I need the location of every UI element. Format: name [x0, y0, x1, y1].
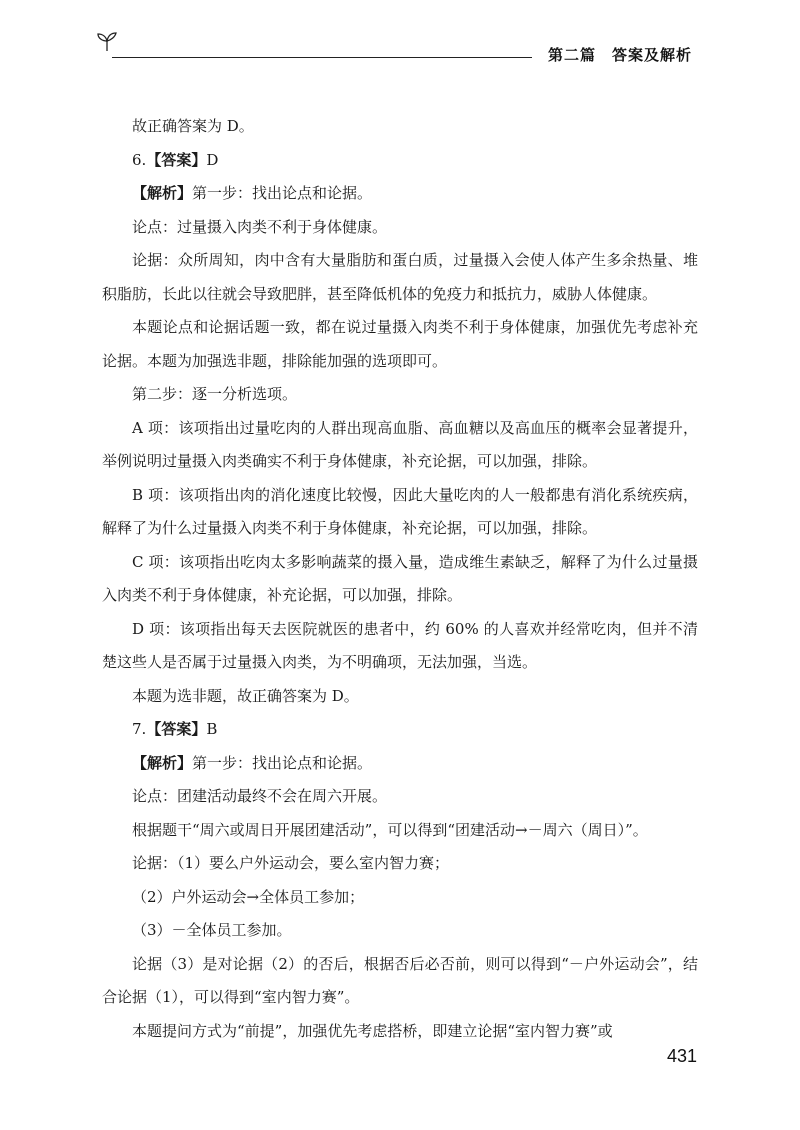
paragraph: 本题为选非题，故正确答案为 D。 [132, 686, 359, 705]
paragraph: 本题论点和论据话题一致，都在说过量摄入肉类不利于身体健康，加强优先考虑补充论据。本题为加强选非题，排除能加强的选项即可。 [102, 318, 698, 370]
q7-answer-line [102, 713, 698, 747]
question-number: 6. [132, 150, 147, 169]
header-rule [112, 57, 532, 58]
option-d-analysis: D 项：该项指出每天去医院就医的患者中，约 60% 的人喜欢并经常吃肉，但并不清楚这些人是否属于过量摄入肉类，为不明确项，无法加强，当选。 [102, 619, 698, 671]
answer-tag: 【答案】 [146, 150, 207, 169]
option-c-analysis: C 项：该项指出吃肉太多影响蔬菜的摄入量，造成维生素缺乏，解释了为什么过量摄入肉类不利于身体健康，补充论据，可以加强，排除。 [102, 552, 698, 604]
question-number: 7. [132, 720, 147, 738]
paragraph: （2）户外运动会→全体员工参加； [132, 887, 365, 906]
q6-answer-line [102, 144, 698, 178]
answer-tag: 【答案】 [146, 720, 207, 738]
paragraph: 本题提问方式为“前提”，加强优先考虑搭桥，即建立论据“室内智力赛”或 [132, 1021, 613, 1040]
paragraph: 论据：众所周知，肉中含有大量脂肪和蛋白质，过量摄入会使人体产生多余热量、堆积脂肪，长此以往就会导致肥胖，甚至降低机体的免疫力和抵抗力，威胁人体健康。 [102, 251, 698, 303]
paragraph: 第二步：逐一分析选项。 [132, 385, 298, 403]
option-a-analysis: A 项：该项指出过量吃肉的人群出现高血脂、高血糖以及高血压的概率会显著提升，举例说明过量摄入肉类确实不利于身体健康，补充论据，可以加强，排除。 [102, 418, 698, 470]
answer-value: D [206, 150, 219, 169]
analysis-tag: 【解析】 [132, 184, 193, 202]
paragraph: 论据：（1）要么户外运动会，要么室内智力赛； [132, 854, 450, 872]
answer-value: B [206, 720, 218, 738]
option-b-analysis: B 项：该项指出肉的消化速度比较慢，因此大量吃肉的人一般都患有消化系统疾病，解释了为什么过量摄入肉类不利于身体健康，补充论据，可以加强，排除。 [102, 485, 698, 537]
section-title: 第二篇 答案及解析 [547, 46, 692, 64]
paragraph: 根据题干“周六或周日开展团建活动”，可以得到“团建活动→－周六（周日）”。 [132, 820, 648, 839]
q7-analysis-line [102, 747, 698, 781]
page-body [102, 110, 698, 1048]
page-number: 431 [666, 1046, 697, 1066]
paragraph: 论点：过量摄入肉类不利于身体健康。 [132, 217, 388, 236]
paragraph: 故正确答案为 D。 [132, 117, 254, 135]
q6-analysis-line [102, 177, 698, 211]
step-text: 第一步：找出论点和论据。 [192, 753, 373, 772]
paragraph: 论点：团建活动最终不会在周六开展。 [132, 787, 388, 805]
sprout-icon [96, 32, 118, 52]
step-text: 第一步：找出论点和论据。 [192, 184, 373, 202]
analysis-tag: 【解析】 [132, 753, 193, 772]
paragraph: 论据（3）是对论据（2）的否后，根据否后必否前，则可以得到“－户外运动会”，结合论据（1），可以得到“室内智力赛”。 [102, 954, 698, 1006]
paragraph: （3）－全体员工参加。 [132, 921, 292, 939]
